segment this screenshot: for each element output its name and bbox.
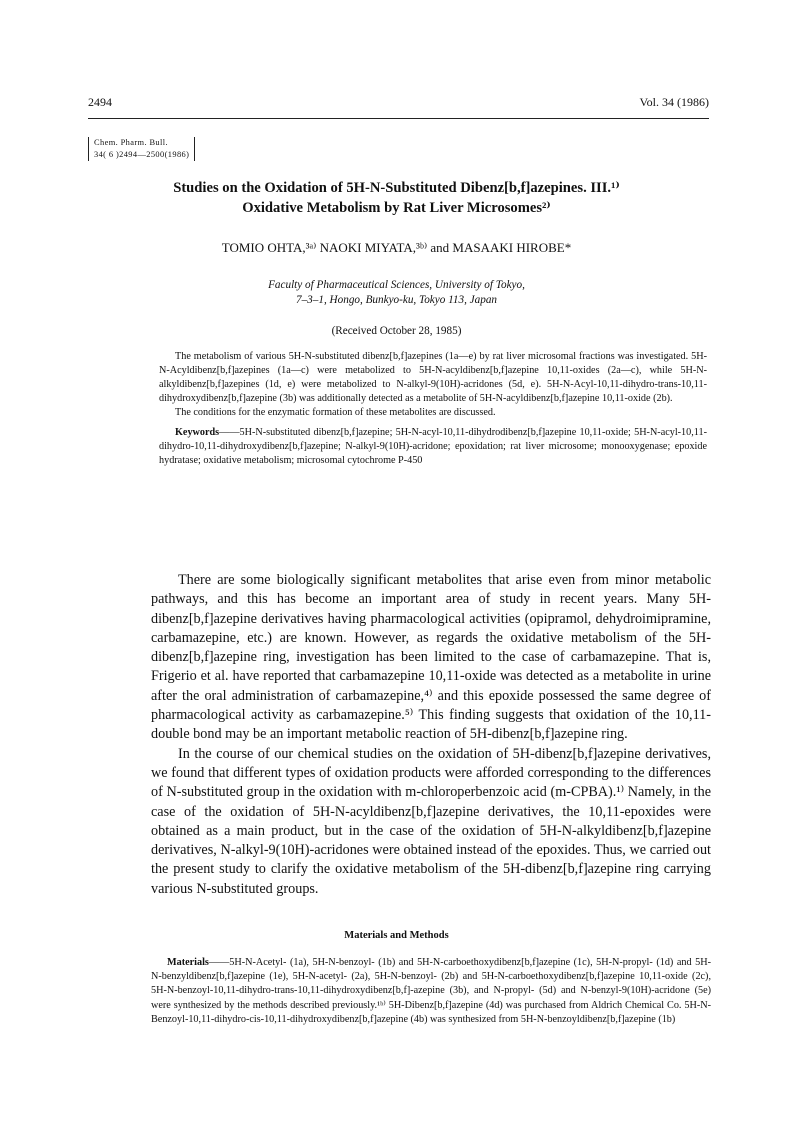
article-title	[100, 178, 693, 218]
running-header	[88, 95, 709, 113]
keywords-text: ——5H-N-substituted dibenz[b,f]azepine; 5H-N-acyl-10,11-dihydrodibenz[b,f]azepine 10,11-oxide; 5H-N-acyl-10,11-dihydro-10,11-dihydroxydibenz[b,f]azepine; N-alkyl-9(10H)-acridone; epoxidation; rat liver microsome; monooxygenase; epoxide hydratase; oxidative metabolism; microsomal cytochrome P-450	[159, 427, 707, 466]
keywords-label: Keywords	[175, 427, 220, 438]
abstract-paragraph-1: The metabolism of various 5H-N-substituted dibenz[b,f]azepines (1a—e) by rat liver microsomal fractions was investigated. 5H-N-Acyldibenz[b,f]azepines (1a—c) were metabolized to 5H-N-acyldibenz[b,f]azepine 10,11-oxides (2a—c), while 5H-N-alkyldibenz[b,f]azepines (1d, e) were metabolized to N-alkyl-9(10H)-acridones (5d, e). 5H-N-Acyl-10,11-dihydro-trans-10,11-dihydroxydibenz[b,f]azepine (3b) was additionally detected as a metabolite of 5H-N-acyldibenz[b,f]azepine 10,11-oxide (2b).	[159, 351, 707, 404]
author-list: TOMIO OHTA,³ᵃ⁾ NAOKI MIYATA,³ᵇ⁾ and MASAAKI HIROBE*	[221, 240, 572, 255]
affiliation-line-1: Faculty of Pharmaceutical Sciences, University of Tokyo,	[268, 279, 525, 291]
introduction	[151, 571, 711, 899]
abstract	[159, 350, 707, 468]
title-line-2: Oxidative Metabolism by Rat Liver Microsomes²⁾	[242, 200, 551, 216]
materials-paragraph	[151, 956, 711, 1027]
section-heading: Materials and Methods	[344, 930, 449, 941]
title-line-1: Studies on the Oxidation of 5H-N-Substituted Dibenz[b,f]azepines. III.¹⁾	[173, 180, 620, 196]
abstract-paragraph-2: The conditions for the enzymatic formation of these metabolites are discussed.	[175, 407, 496, 418]
page-number: 2494	[88, 95, 112, 109]
citation-volume: 34( 6 )2494—2500(1986)	[94, 150, 190, 159]
volume-label: Vol. 34 (1986)	[639, 95, 709, 109]
intro-paragraph-2: In the course of our chemical studies on the oxidation of 5H-dibenz[b,f]azepine derivatives, we found that different types of oxidation products were afforded corresponding to the differences of N-substituted group in the oxidation with m-chloroperbenzoic acid (m-CPBA).¹⁾ Namely, in the case of the oxidation of 5H-N-acyldibenz[b,f]azepine derivatives, the 10,11-epoxides were obtained as a main product, but in the case of the oxidation of 5H-N-alkyldibenz[b,f]azepine derivatives, N-alkyl-9(10H)-acridones were obtained instead of the epoxides. Thus, we carried out the present study to clarify the oxidative metabolism of the 5H-dibenz[b,f]azepine ring carrying various N-substituted groups.	[151, 745, 711, 897]
citation-journal: Chem. Pharm. Bull.	[94, 138, 168, 147]
affiliation	[100, 278, 693, 308]
affiliation-line-2: 7–3–1, Hongo, Bunkyo-ku, Tokyo 113, Japan	[295, 294, 498, 306]
intro-paragraph-1: There are some biologically significant metabolites that arise even from minor metabolic pathways, and this has become an important area of study in recent years. Many 5H-dibenz[b,f]azepine derivatives having pharmacological activities (opipramol, dehydroimipramine, carbamazepine, etc.) are known. However, as regards the oxidative metabolism of the 5H-dibenz[b,f]azepine ring, investigation has been limited to the case of carbamazepine. That is, Frigerio et al. have reported that carbamazepine 10,11-oxide was detected as a metabolite in urine after the oral administration of carbamazepine,⁴⁾ and this epoxide possessed the same degree of pharmacological activity as carbamazepine.⁵⁾ This finding suggests that oxidation of the 10,11-double bond may be an important metabolic reaction of 5H-dibenz[b,f]azepine ring.	[151, 572, 711, 743]
materials-section	[151, 956, 711, 1027]
materials-text: ——5H-N-Acetyl- (1a), 5H-N-benzoyl- (1b) and 5H-N-carboethoxydibenz[b,f]azepine (1c), 5H-N-propyl- (1d) and 5H-N-benzyldibenz[b,f]azepine (1e), 5H-N-acetyl- (2a), 5H-N-benzoyl- (2b) and 5H-N-carboethoxydibenz[b,f]azepine 10,11-oxide (2c), 5H-N-benzoyl-10,11-dihydro-trans-10,11-dihydroxydibenz[b,f]-azepine (3b), and N-propyl- (5d) and N-benzyl-9(10H)-acridone (5e) were synthesized by the methods described previously.¹ᵇ⁾ 5H-Dibenz[b,f]azepine (4d) was purchased from Aldrich Chemical Co. 5H-N-Benzoyl-10,11-dihydro-cis-10,11-dihydroxydibenz[b,f]azepine (4b) was synthesized from 5H-N-benzoyldibenz[b,f]azepine (1b)	[151, 957, 711, 1025]
received-date: (Received October 28, 1985)	[331, 325, 462, 337]
citation-box	[88, 137, 195, 161]
header-rule	[88, 118, 709, 119]
materials-label: Materials	[167, 957, 209, 968]
keywords	[159, 426, 707, 468]
